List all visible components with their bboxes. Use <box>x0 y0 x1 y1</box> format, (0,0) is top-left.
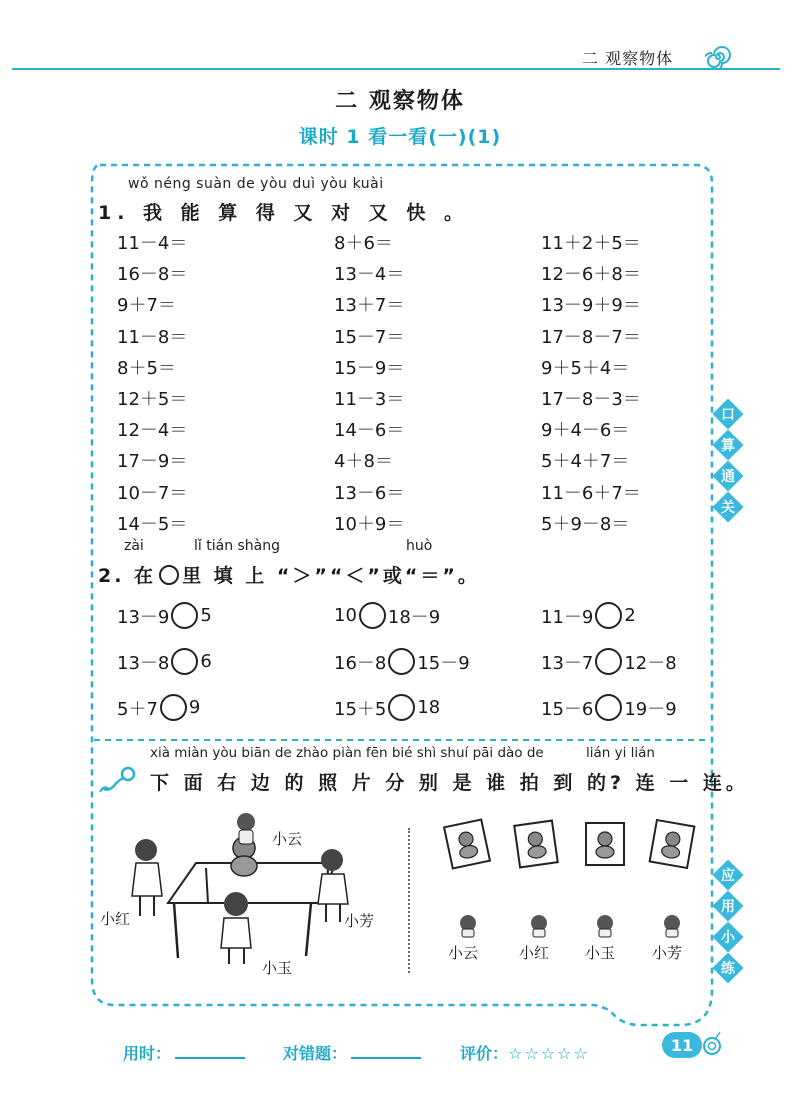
comparison-item <box>117 602 212 629</box>
section2-pinyin-tian: lǐ tián shàng <box>194 538 281 554</box>
section3-heading: 下 面 右 边 的 照 片 分 别 是 谁 拍 到 的? 连 一 连。 <box>150 772 749 794</box>
page-number: 11 <box>662 1032 702 1058</box>
equation: 10＋9＝ <box>334 513 405 535</box>
comparison-item <box>334 694 440 721</box>
comparison-left: 13－9 <box>117 606 170 628</box>
comparison-left: 13－8 <box>117 652 170 674</box>
equation: 15－7＝ <box>334 326 405 348</box>
answer-circle[interactable] <box>171 602 198 629</box>
equation: 17－9＝ <box>117 451 188 473</box>
lesson-subtitle: 课时 1 看一看(一)(1) <box>298 126 502 148</box>
equation: 9＋5＋4＝ <box>541 357 630 379</box>
comparison-right: 5 <box>200 605 212 626</box>
equation: 8＋5＝ <box>117 357 176 379</box>
kid-figure-icon <box>456 914 480 942</box>
side-tab-text: 算 <box>721 438 735 454</box>
comparison-left: 15＋5 <box>334 698 387 720</box>
rating-stars[interactable]: ☆☆☆☆☆ <box>508 1044 590 1063</box>
side-tab-text: 用 <box>721 899 735 915</box>
circle-icon <box>159 565 179 585</box>
photo-monkey-icon[interactable] <box>648 819 695 869</box>
answer-circle[interactable] <box>595 602 622 629</box>
equation: 14－6＝ <box>334 420 405 442</box>
comparison-right: 18－9 <box>387 606 441 628</box>
equation: 12－4＝ <box>117 420 188 442</box>
equation: 13－6＝ <box>334 482 405 504</box>
kid-figure-icon <box>660 914 684 942</box>
section3-pinyin: xià miàn yòu biān de zhào piàn fēn bié shì shuí pāi dào de <box>150 745 544 761</box>
running-header: 二 观察物体 <box>582 49 674 68</box>
equation: 12－6＋8＝ <box>541 264 641 286</box>
divider <box>408 828 410 973</box>
comparison-left: 13－7 <box>541 652 594 674</box>
equation: 13－9＋9＝ <box>541 295 641 317</box>
comparison-item <box>541 648 677 675</box>
comparison-left: 10 <box>334 605 357 626</box>
comparison-right: 15－9 <box>417 652 470 674</box>
equation: 11＋2＋5＝ <box>541 233 641 254</box>
time-blank[interactable] <box>175 1057 245 1059</box>
side-tab-text: 应 <box>721 868 735 884</box>
time-field[interactable] <box>123 1041 245 1064</box>
comparison-left: 16－8 <box>334 652 387 674</box>
side-tab-text: 小 <box>721 930 735 946</box>
equation: 16－8＝ <box>117 264 188 286</box>
answer-circle[interactable] <box>171 648 198 675</box>
comparison-right: 9 <box>188 697 201 718</box>
equation: 4＋8＝ <box>334 451 393 473</box>
answer-circle[interactable] <box>388 694 415 721</box>
errors-label: 对错题： <box>283 1044 348 1063</box>
comparison-right: 12－8 <box>624 652 677 674</box>
magnifier-icon <box>98 762 138 800</box>
side-tab-text: 练 <box>721 961 735 977</box>
kid-name[interactable]: 小芳 <box>652 944 683 962</box>
snail-icon <box>700 1030 726 1062</box>
section1-heading: 1. 我 能 算 得 又 对 又 快 。 <box>98 202 469 224</box>
comparison-left: 11－9 <box>541 606 594 628</box>
side-tab-text: 口 <box>721 407 735 423</box>
equation: 11－8＝ <box>117 326 188 348</box>
answer-circle[interactable] <box>160 694 187 721</box>
errors-blank[interactable] <box>351 1057 421 1059</box>
section1-pinyin: wǒ néng suàn de yòu duì yòu kuài <box>128 176 384 192</box>
comparison-right: 18 <box>417 697 441 718</box>
section2-pinyin-huo: huò <box>406 538 433 554</box>
equation: 13－4＝ <box>334 264 405 286</box>
equation: 13＋7＝ <box>334 295 405 317</box>
scene-label-xiaoyun: 小云 <box>272 830 303 848</box>
comparison-item <box>117 694 200 721</box>
equation: 9＋7＝ <box>117 295 176 317</box>
section2-heading-suffix: 里 填 上 “＞”“＜”或“＝”。 <box>182 565 480 587</box>
equation: 10－7＝ <box>117 482 188 504</box>
side-tab-text: 关 <box>721 500 735 516</box>
scene-label-xiaohong: 小红 <box>100 910 131 928</box>
equation: 12＋5＝ <box>117 389 188 410</box>
equation: 5＋4＋7＝ <box>541 451 630 473</box>
kid-name[interactable]: 小云 <box>448 944 479 962</box>
time-label: 用时： <box>123 1044 172 1063</box>
comparison-right: 6 <box>200 651 212 672</box>
kid-name[interactable]: 小玉 <box>585 944 616 962</box>
comparison-item <box>117 648 212 675</box>
comparison-item <box>334 648 470 675</box>
kid-figure-icon <box>593 914 617 942</box>
scene-label-xiaoyu: 小玉 <box>262 959 293 977</box>
answer-circle[interactable] <box>359 602 386 629</box>
equation: 11－3＝ <box>334 389 405 410</box>
section2-heading <box>98 561 480 588</box>
side-tab-text: 通 <box>721 469 735 485</box>
equation: 11－4＝ <box>117 233 188 254</box>
section2-pinyin-zai: zài <box>124 538 144 554</box>
rating-label: 评价： <box>460 1044 509 1063</box>
comparison-left: 5＋7 <box>117 698 158 720</box>
equation: 17－8－7＝ <box>541 326 641 348</box>
comparison-right: 19－9 <box>624 698 677 720</box>
rating-field <box>460 1041 590 1064</box>
equation: 15－9＝ <box>334 357 405 379</box>
equation: 11－6＋7＝ <box>541 482 641 504</box>
section3-pinyin-lian: lián yi lián <box>586 745 655 761</box>
equation: 5＋9－8＝ <box>541 513 630 535</box>
comparison-left: 15－6 <box>541 698 594 720</box>
equation: 8＋6＝ <box>334 233 393 254</box>
header-rule <box>12 68 780 70</box>
kid-figure-icon <box>527 914 551 942</box>
scene-illustration <box>96 808 406 978</box>
comparison-item <box>334 602 440 629</box>
kid-name[interactable]: 小红 <box>519 944 550 962</box>
photo-monkey-icon[interactable] <box>585 822 625 866</box>
scene-label-xiaofang: 小芳 <box>344 912 375 930</box>
equation: 14－5＝ <box>117 513 188 535</box>
photo-monkey-icon[interactable] <box>513 819 559 868</box>
equation: 9＋4－6＝ <box>541 420 630 442</box>
answer-circle[interactable] <box>388 648 415 675</box>
section2-heading-prefix: 2. 在 <box>98 565 157 587</box>
comparison-item <box>541 694 677 721</box>
answer-circle[interactable] <box>595 694 622 721</box>
errors-field[interactable] <box>283 1041 421 1064</box>
comparison-right: 2 <box>624 605 636 626</box>
equation: 17－8－3＝ <box>541 389 641 410</box>
page-title: 二 观察物体 <box>335 89 465 114</box>
comparison-item <box>541 602 636 629</box>
answer-circle[interactable] <box>595 648 622 675</box>
